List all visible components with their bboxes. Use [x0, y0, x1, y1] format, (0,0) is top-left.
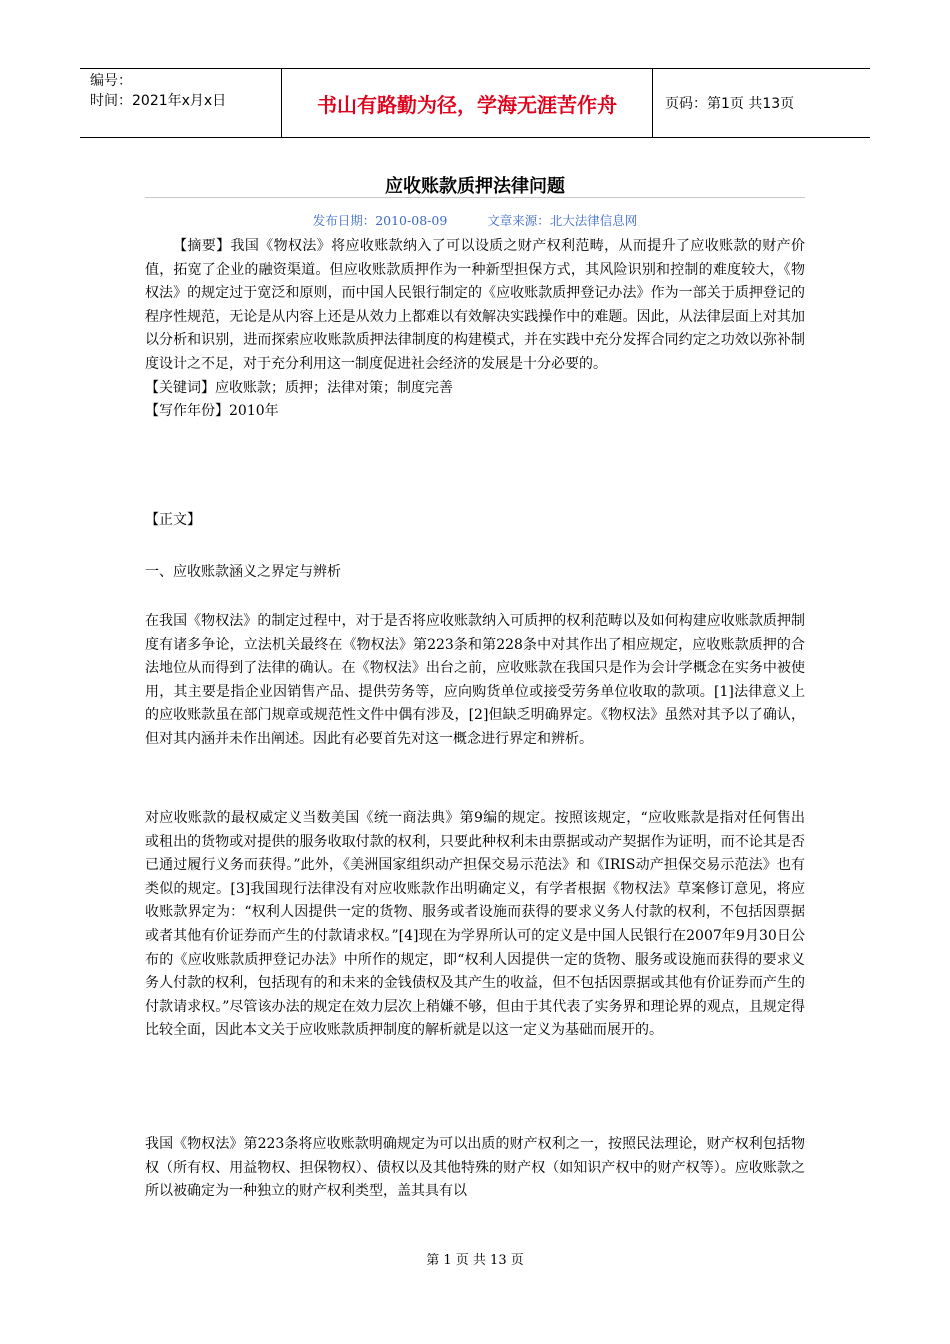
keywords: 【关键词】应收账款；质押；法律对策；制度完善 [145, 379, 453, 396]
article-source: 文章来源：北大法律信息网 [487, 213, 638, 228]
motto: 书山有路勤为径，学海无涯苦作舟 [281, 69, 653, 137]
body-label: 【正文】 [145, 512, 201, 528]
abstract: 【摘要】我国《物权法》将应收账款纳入了可以设质之财产权利范畴，从而提升了应收账款的财产价值，拓宽了企业的融资渠道。但应收账款质押作为一种新型担保方式，其风险识别和控制的难度较大，《物权法》的规定过于宽泛和原则，而中国人民银行制定的《应收账款质押登记办法》作为一部关于质押登记的程序性规范，无论是从内容上还是从效力上都难以有效解决实践操作中的难题。因此，从法律层面上对其加以分析和识别，进而探索应收账款质押法律制度的构建模式，并在实践中充分发挥合同约定之功效以弥补制度设计之不足，对于充分利用这一制度促进社会经济的发展是十分必要的。 [145, 238, 805, 372]
article-front-matter [145, 235, 805, 424]
publish-date: 发布日期：2010-08-09 [312, 213, 448, 228]
time-label: 时间：2021年x月x日 [90, 93, 227, 109]
article-title: 应收账款质押法律问题 [385, 176, 565, 197]
page-indicator: 页码：第1页 共13页 [665, 96, 795, 112]
paragraph-3: 我国《物权法》第223条将应收账款明确规定为可以出质的财产权利之一，按照民法理论，财产权利包括物权（所有权、用益物权、担保物权）、债权以及其他特殊的财产权（如知识产权中的财产权等）。应收账款之所以被确定为一种独立的财产权利类型，盖其具有以 [145, 1136, 805, 1200]
article-meta [0, 211, 950, 229]
number-label: 编号： [90, 73, 132, 89]
section-heading: 一、应收账款涵义之界定与辨析 [145, 564, 341, 580]
header-info-cell [80, 69, 280, 137]
writing-year: 【写作年份】2010年 [145, 403, 279, 420]
paragraph-2: 对应收账款的最权威定义当数美国《统一商法典》第9编的规定。按照该规定，“应收账款是指对任何售出或租出的货物或对提供的服务收取付款的权利，只要此种权利未由票据或动产契据作为证明，而不论其是否已通过履行义务而获得。”此外，《美洲国家组织动产担保交易示范法》和《IRIS动产担保交易示范法》也有类似的规定。[3]我国现行法律没有对应收账款作出明确定义，有学者根据《物权法》草案修订意见，将应收账款界定为：“权利人因提供一定的货物、服务或者设施而获得的要求义务人付款的权利，不包括因票据或者其他有价证券而产生的付款请求权。”[4]现在为学界所认可的定义是中国人民银行在2007年9月30日公布的《应收账款质押登记办法》中所作的规定，即“权利人因提供一定的货物、服务或设施而获得的要求义务人付款的权利，包括现有的和未来的金钱债权及其产生的收益，但不包括因票据或其他有价证券而产生的付款请求权。”尽管该办法的规定在效力层次上稍嫌不够，但由于其代表了实务界和理论界的观点，且规定得比较全面，因此本文关于应收账款质押制度的解析就是以这一定义为基础而展开的。 [145, 810, 805, 1039]
page-footer: 第 1 页 共 13 页 [426, 1253, 524, 1268]
title-divider [145, 197, 805, 198]
document-header [80, 68, 870, 138]
paragraph-1: 在我国《物权法》的制定过程中，对于是否将应收账款纳入可质押的权利范畴以及如何构建应收账款质押制度有诸多争论，立法机关最终在《物权法》第223条和第228条中对其作出了相应规定，应收账款质押的合法地位从而得到了法律的确认。在《物权法》出台之前，应收账款在我国只是作为会计学概念在实务中被使用，其主要是指企业因销售产品、提供劳务等，应向购货单位或接受劳务单位收取的款项。[1]法律意义上的应收账款虽在部门规章或规范性文件中偶有涉及，[2]但缺乏明确界定。《物权法》虽然对其予以了确认，但对其内涵并未作出阐述。因此有必要首先对这一概念进行界定和辨析。 [145, 613, 805, 747]
